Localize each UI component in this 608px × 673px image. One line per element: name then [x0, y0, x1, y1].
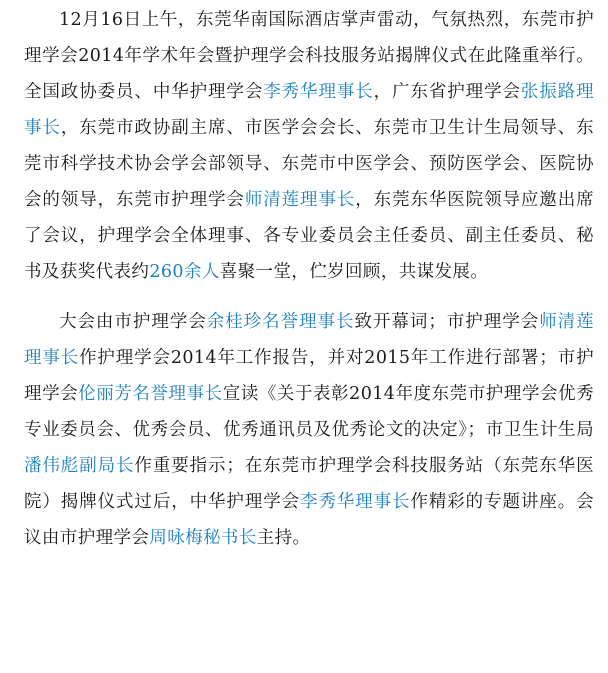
text-run: 主持。: [256, 528, 311, 548]
highlighted-name: 师清莲理事长: [244, 190, 356, 210]
text-run: 作精彩的专题讲座。会议由市护理学会: [24, 492, 594, 548]
text-run: ，东莞东华医院领导应邀出席了会议，护理学会全体理事、各专业委员会主任委员、副主任委员、秘书及获奖代表约: [24, 190, 594, 282]
article-body: [0, 2, 608, 556]
text-run: 大会由市护理学会: [59, 312, 207, 332]
highlighted-count: 260余人: [149, 262, 220, 282]
article-paragraph-1: [24, 2, 594, 290]
highlighted-name: 李秀华理事长: [263, 82, 374, 102]
highlighted-name: 张振路理事长: [24, 82, 594, 138]
text-run: 宣读《关于表彰2014年度东莞市护理学会优秀专业委员会、优秀会员、优秀通讯员及优秀论文的决定》；市卫生计生局: [24, 384, 595, 440]
highlighted-name: 周咏梅秘书长: [149, 528, 257, 548]
article-paragraph-2: [24, 304, 594, 556]
text-run: 作重要指示；在东莞市护理学会科技服务站（东莞东华医院）揭牌仪式过后，中华护理学会: [24, 456, 594, 512]
text-run: 致开幕词；市护理学会: [354, 312, 540, 332]
highlighted-name: 师清莲理事长: [24, 312, 595, 368]
text-run: 作护理学会2014年工作报告，并对2015年工作进行部署；市护理学会: [24, 348, 594, 404]
highlighted-name: 潘伟彪副局长: [24, 456, 135, 476]
highlighted-name: 余桂珍名誉理事长: [206, 312, 355, 332]
text-run: ，东莞市政协副主席、市医学会会长、东莞市卫生计生局领导、东莞市科学技术协会学会部领导、东莞市中医学会、预防医学会、医院协会的领导，东莞市护理学会: [24, 118, 594, 210]
text-run: 12月16日上午，东莞华南国际酒店掌声雷动，气氛热烈，东莞市护理学会2014年学术年会暨护理学会科技服务站揭牌仪式在此隆重举行。全国政协委员、中华护理学会: [24, 10, 594, 102]
highlighted-name: 李秀华理事长: [300, 492, 411, 512]
text-run: ，广东省护理学会: [373, 82, 521, 102]
highlighted-name: 伦丽芳名誉理事长: [78, 384, 223, 404]
text-run: 喜聚一堂，伫岁回顾，共谋发展。: [219, 262, 489, 282]
